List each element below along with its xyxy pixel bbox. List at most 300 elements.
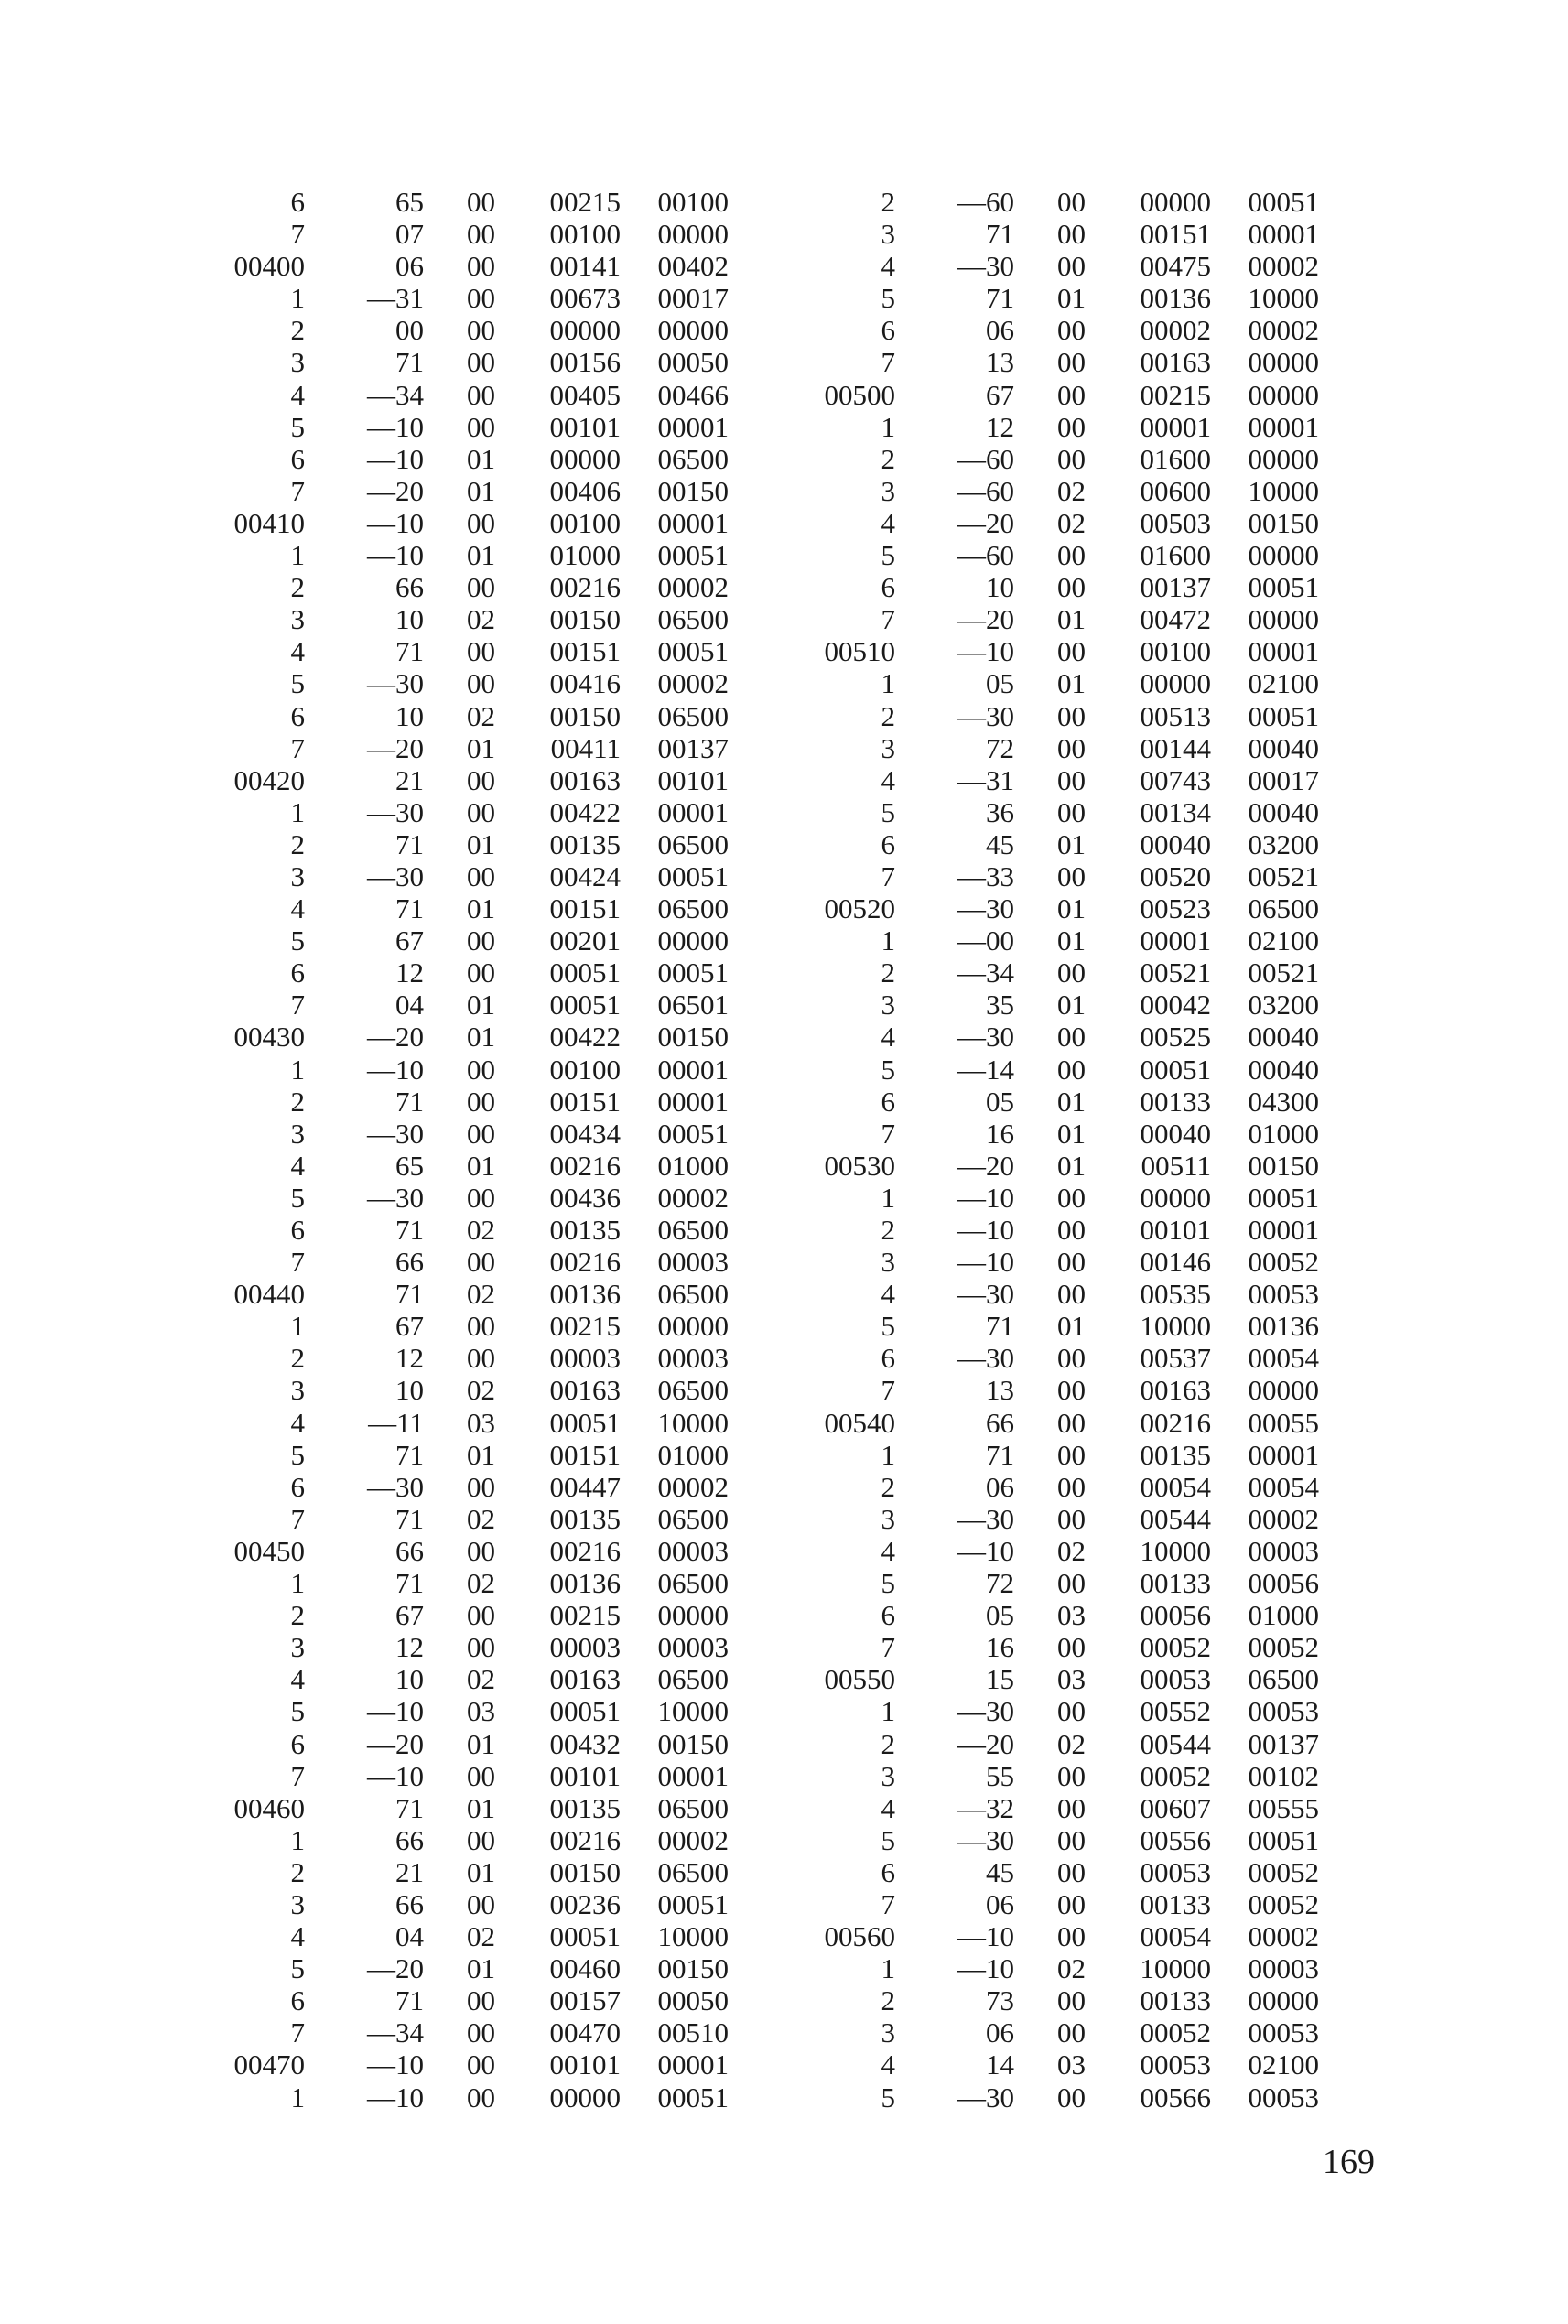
modifier-cell: 02: [1057, 1534, 1086, 1567]
operand-b-cell: 10000: [657, 1920, 729, 1953]
address-cell: 4: [881, 506, 895, 539]
opcode-cell: 36: [986, 795, 1014, 828]
code-line: [197, 1631, 729, 1663]
modifier-cell: 00: [1057, 1470, 1086, 1503]
operand-b-cell: 00002: [1248, 1920, 1319, 1953]
modifier-cell: 00: [1057, 1374, 1086, 1407]
operand-a-cell: 00544: [1140, 1502, 1211, 1535]
opcode-cell: 10: [986, 571, 1014, 604]
code-line: [787, 1824, 1319, 1856]
code-line: [787, 1439, 1319, 1471]
modifier-cell: 00: [1057, 763, 1086, 796]
operand-b-cell: 00001: [1248, 410, 1319, 443]
operand-b-cell: 00050: [657, 1984, 729, 2017]
code-line: [787, 1086, 1319, 1118]
modifier-cell: 00: [467, 1246, 495, 1279]
modifier-cell: 02: [467, 1920, 495, 1953]
opcode-cell: 06: [395, 250, 424, 283]
operand-b-cell: 00001: [1248, 218, 1319, 251]
operand-a-cell: 00157: [549, 1984, 621, 2017]
opcode-cell: 71: [395, 892, 424, 925]
code-line: [197, 1567, 729, 1599]
operand-a-cell: 00511: [1141, 1149, 1211, 1182]
operand-b-cell: 00051: [1248, 571, 1319, 604]
operand-a-cell: 01000: [549, 539, 621, 572]
code-line: [787, 764, 1319, 796]
operand-a-cell: 00133: [1140, 1984, 1211, 2017]
modifier-cell: 00: [467, 1085, 495, 1118]
modifier-cell: 02: [467, 1278, 495, 1311]
operand-b-cell: 06500: [1248, 1663, 1319, 1696]
opcode-cell: —10: [367, 506, 424, 539]
opcode-cell: 71: [395, 1791, 424, 1824]
operand-b-cell: 00053: [1248, 1695, 1319, 1728]
opcode-cell: 71: [986, 1310, 1014, 1343]
code-line: [197, 1374, 729, 1406]
code-line: [787, 1631, 1319, 1663]
modifier-cell: 02: [467, 1502, 495, 1535]
address-cell: 7: [881, 1887, 895, 1920]
address-cell: 1: [290, 1567, 305, 1600]
operand-b-cell: 06500: [657, 827, 729, 860]
address-cell: 3: [290, 1117, 305, 1150]
operand-b-cell: 00150: [657, 1727, 729, 1760]
modifier-cell: 00: [1057, 314, 1086, 347]
operand-a-cell: 00216: [549, 1823, 621, 1856]
opcode-cell: —10: [367, 1695, 424, 1728]
opcode-cell: 45: [986, 1855, 1014, 1888]
code-line: [197, 1118, 729, 1150]
address-cell: 00520: [824, 892, 895, 925]
opcode-cell: 71: [395, 1984, 424, 2017]
address-cell: 00450: [233, 1534, 305, 1567]
modifier-cell: 00: [1057, 1823, 1086, 1856]
operand-a-cell: 00405: [549, 378, 621, 411]
operand-a-cell: 00101: [549, 1759, 621, 1792]
address-cell: 4: [881, 1278, 895, 1311]
modifier-cell: 00: [1057, 2016, 1086, 2049]
operand-a-cell: 00051: [549, 957, 621, 989]
code-line: [787, 346, 1319, 378]
modifier-cell: 00: [1057, 218, 1086, 251]
address-cell: 00510: [824, 635, 895, 668]
code-line: [197, 828, 729, 860]
opcode-cell: —60: [957, 539, 1014, 572]
operand-b-cell: 00003: [1248, 1534, 1319, 1567]
address-cell: 2: [290, 1342, 305, 1375]
opcode-cell: 13: [986, 1374, 1014, 1407]
operand-a-cell: 00163: [549, 1663, 621, 1696]
address-cell: 5: [290, 1181, 305, 1214]
opcode-cell: —20: [367, 474, 424, 507]
operand-a-cell: 00422: [549, 795, 621, 828]
opcode-cell: —10: [957, 1920, 1014, 1953]
operand-a-cell: 00003: [549, 1342, 621, 1375]
code-line: [197, 1503, 729, 1535]
modifier-cell: 00: [467, 2048, 495, 2081]
address-cell: 4: [290, 635, 305, 668]
modifier-cell: 01: [467, 1727, 495, 1760]
operand-b-cell: 06500: [657, 603, 729, 636]
modifier-cell: 01: [1057, 667, 1086, 700]
opcode-cell: 05: [986, 1085, 1014, 1118]
code-line: [197, 1952, 729, 1984]
address-cell: 1: [881, 410, 895, 443]
address-cell: 00500: [824, 378, 895, 411]
address-cell: 00460: [233, 1791, 305, 1824]
code-line: [197, 1439, 729, 1471]
address-cell: 7: [881, 346, 895, 379]
operand-b-cell: 00002: [657, 571, 729, 604]
operand-b-cell: 00101: [657, 763, 729, 796]
opcode-cell: —20: [367, 1727, 424, 1760]
code-line: [787, 1278, 1319, 1310]
operand-b-cell: 00051: [657, 2081, 729, 2113]
operand-a-cell: 00743: [1140, 763, 1211, 796]
modifier-cell: 01: [467, 442, 495, 475]
operand-a-cell: 00001: [1140, 924, 1211, 957]
code-line: [197, 1342, 729, 1374]
modifier-cell: 00: [1057, 1759, 1086, 1792]
code-line: [787, 1695, 1319, 1727]
address-cell: 2: [881, 1984, 895, 2017]
operand-b-cell: 06500: [657, 892, 729, 925]
operand-a-cell: 00137: [1140, 571, 1211, 604]
operand-b-cell: 01000: [657, 1438, 729, 1471]
address-cell: 2: [881, 1470, 895, 1503]
opcode-cell: 16: [986, 1117, 1014, 1150]
code-line: [787, 1021, 1319, 1053]
modifier-cell: 00: [1057, 250, 1086, 283]
modifier-cell: 02: [467, 1214, 495, 1246]
code-line: [197, 635, 729, 667]
operand-b-cell: 06500: [657, 1502, 729, 1535]
operand-b-cell: 00054: [1248, 1342, 1319, 1375]
operand-a-cell: 00052: [1140, 1759, 1211, 1792]
modifier-cell: 02: [1057, 1727, 1086, 1760]
operand-b-cell: 06500: [657, 1567, 729, 1600]
operand-b-cell: 01000: [1248, 1599, 1319, 1632]
address-cell: 00530: [824, 1149, 895, 1182]
operand-a-cell: 00146: [1140, 1246, 1211, 1279]
address-cell: 6: [290, 1214, 305, 1246]
code-line: [197, 1695, 729, 1727]
opcode-cell: 06: [986, 2016, 1014, 2049]
code-line: [787, 475, 1319, 507]
operand-a-cell: 00607: [1140, 1791, 1211, 1824]
modifier-cell: 03: [467, 1695, 495, 1728]
opcode-cell: 71: [395, 1438, 424, 1471]
address-cell: 2: [290, 571, 305, 604]
modifier-cell: 00: [467, 1599, 495, 1632]
operand-a-cell: 00135: [549, 1502, 621, 1535]
operand-a-cell: 00135: [549, 1791, 621, 1824]
modifier-cell: 00: [467, 314, 495, 347]
code-line: [197, 475, 729, 507]
code-line: [787, 1503, 1319, 1535]
opcode-cell: 10: [395, 699, 424, 732]
modifier-cell: 01: [1057, 1310, 1086, 1343]
operand-b-cell: 00002: [657, 1823, 729, 1856]
address-cell: 00550: [824, 1663, 895, 1696]
opcode-cell: 06: [986, 314, 1014, 347]
operand-b-cell: 03200: [1248, 989, 1319, 1021]
operand-b-cell: 00051: [1248, 1823, 1319, 1856]
modifier-cell: 01: [467, 1791, 495, 1824]
code-line: [787, 282, 1319, 314]
operand-b-cell: 00150: [1248, 506, 1319, 539]
operand-a-cell: 00475: [1140, 250, 1211, 283]
operand-a-cell: 00535: [1140, 1278, 1211, 1311]
opcode-cell: 65: [395, 1149, 424, 1182]
code-line: [197, 1760, 729, 1792]
operand-b-cell: 06500: [1248, 892, 1319, 925]
address-cell: 3: [881, 1246, 895, 1279]
opcode-cell: 12: [395, 1631, 424, 1664]
address-cell: 7: [290, 1502, 305, 1535]
code-line: [787, 924, 1319, 957]
code-line: [197, 603, 729, 635]
address-cell: 7: [881, 603, 895, 636]
address-cell: 1: [290, 2081, 305, 2113]
modifier-cell: 00: [467, 1631, 495, 1664]
modifier-cell: 00: [1057, 1855, 1086, 1888]
operand-b-cell: 00000: [1248, 378, 1319, 411]
opcode-cell: —60: [957, 474, 1014, 507]
code-line: [197, 507, 729, 539]
operand-a-cell: 00051: [549, 1920, 621, 1953]
operand-b-cell: 00040: [1248, 1053, 1319, 1086]
address-cell: 4: [290, 378, 305, 411]
operand-a-cell: 00053: [1140, 2048, 1211, 2081]
address-cell: 6: [290, 1727, 305, 1760]
address-cell: 4: [290, 1663, 305, 1696]
modifier-cell: 00: [467, 1534, 495, 1567]
operand-b-cell: 00000: [657, 1599, 729, 1632]
modifier-cell: 01: [1057, 282, 1086, 315]
modifier-cell: 02: [1057, 1952, 1086, 1985]
address-cell: 6: [881, 1085, 895, 1118]
code-line: [787, 1567, 1319, 1599]
operand-a-cell: 00411: [550, 731, 621, 764]
address-cell: 7: [290, 2016, 305, 2049]
address-cell: 5: [881, 282, 895, 315]
code-line: [197, 1182, 729, 1214]
operand-a-cell: 00001: [1140, 410, 1211, 443]
operand-b-cell: 06500: [657, 1278, 729, 1311]
opcode-cell: —11: [368, 1406, 424, 1439]
opcode-cell: —20: [957, 506, 1014, 539]
operand-b-cell: 00003: [657, 1246, 729, 1279]
operand-b-cell: 00466: [657, 378, 729, 411]
operand-a-cell: 00135: [549, 827, 621, 860]
operand-a-cell: 00673: [549, 282, 621, 315]
operand-a-cell: 00051: [549, 1695, 621, 1728]
operand-a-cell: 10000: [1140, 1952, 1211, 1985]
opcode-cell: —10: [367, 410, 424, 443]
operand-a-cell: 00520: [1140, 859, 1211, 892]
operand-b-cell: 00017: [657, 282, 729, 315]
operand-a-cell: 00040: [1140, 1117, 1211, 1150]
operand-a-cell: 00460: [549, 1952, 621, 1985]
code-line: [787, 539, 1319, 571]
address-cell: 6: [881, 827, 895, 860]
operand-b-cell: 00150: [1248, 1149, 1319, 1182]
operand-a-cell: 00163: [549, 1374, 621, 1407]
operand-a-cell: 00151: [549, 1085, 621, 1118]
operand-b-cell: 00001: [657, 2048, 729, 2081]
modifier-cell: 03: [1057, 1599, 1086, 1632]
address-cell: 7: [290, 989, 305, 1021]
modifier-cell: 03: [1057, 1663, 1086, 1696]
modifier-cell: 00: [467, 1984, 495, 2017]
operand-b-cell: 00102: [1248, 1759, 1319, 1792]
operand-b-cell: 00051: [1248, 1181, 1319, 1214]
operand-b-cell: 06500: [657, 442, 729, 475]
address-cell: 1: [881, 1952, 895, 1985]
operand-b-cell: 00000: [1248, 1984, 1319, 2017]
opcode-cell: —30: [367, 1117, 424, 1150]
modifier-cell: 00: [467, 1342, 495, 1375]
opcode-cell: 00: [395, 314, 424, 347]
operand-a-cell: 00215: [549, 186, 621, 218]
modifier-cell: 01: [1057, 989, 1086, 1021]
code-line: [197, 218, 729, 250]
opcode-cell: 67: [395, 1599, 424, 1632]
address-cell: 7: [881, 1631, 895, 1664]
address-cell: 4: [290, 1920, 305, 1953]
modifier-cell: 01: [1057, 1117, 1086, 1150]
opcode-cell: —20: [367, 1952, 424, 1985]
operand-a-cell: 00134: [1140, 795, 1211, 828]
address-cell: 2: [290, 827, 305, 860]
opcode-cell: 13: [986, 346, 1014, 379]
operand-a-cell: 00003: [549, 1631, 621, 1664]
opcode-cell: —30: [957, 1502, 1014, 1535]
opcode-cell: —10: [367, 2081, 424, 2113]
operand-b-cell: 00003: [657, 1534, 729, 1567]
operand-a-cell: 00406: [549, 474, 621, 507]
code-line: [787, 1984, 1319, 2016]
address-cell: 7: [290, 1759, 305, 1792]
operand-a-cell: 00056: [1140, 1599, 1211, 1632]
operand-b-cell: 00040: [1248, 731, 1319, 764]
modifier-cell: 00: [1057, 795, 1086, 828]
operand-b-cell: 00052: [1248, 1887, 1319, 1920]
operand-b-cell: 00002: [1248, 250, 1319, 283]
modifier-cell: 00: [467, 1181, 495, 1214]
code-line: [197, 1407, 729, 1439]
address-cell: 6: [881, 1599, 895, 1632]
address-cell: 3: [290, 603, 305, 636]
operand-a-cell: 00000: [549, 314, 621, 347]
modifier-cell: 00: [467, 795, 495, 828]
code-line: [787, 443, 1319, 475]
opcode-cell: —30: [957, 1021, 1014, 1054]
address-cell: 3: [881, 1759, 895, 1792]
operand-a-cell: 00447: [549, 1470, 621, 1503]
code-line: [787, 828, 1319, 860]
operand-b-cell: 06500: [657, 1663, 729, 1696]
code-line: [197, 796, 729, 828]
address-cell: 00470: [233, 2048, 305, 2081]
opcode-cell: 65: [395, 186, 424, 218]
address-cell: 1: [290, 1823, 305, 1856]
operand-b-cell: 06500: [657, 1855, 729, 1888]
opcode-cell: 66: [986, 1406, 1014, 1439]
operand-a-cell: 00135: [549, 1214, 621, 1246]
address-cell: 3: [290, 859, 305, 892]
modifier-cell: 00: [1057, 410, 1086, 443]
code-line: [787, 635, 1319, 667]
address-cell: 00400: [233, 250, 305, 283]
code-line: [197, 1246, 729, 1278]
operand-b-cell: 00001: [657, 410, 729, 443]
code-line: [197, 250, 729, 282]
operand-a-cell: 00053: [1140, 1855, 1211, 1888]
operand-a-cell: 00537: [1140, 1342, 1211, 1375]
modifier-cell: 00: [1057, 2081, 1086, 2113]
opcode-cell: 06: [986, 1470, 1014, 1503]
operand-b-cell: 06500: [657, 1791, 729, 1824]
opcode-cell: —32: [957, 1791, 1014, 1824]
opcode-cell: —10: [957, 1952, 1014, 1985]
opcode-cell: —30: [957, 699, 1014, 732]
opcode-cell: —30: [957, 1823, 1014, 1856]
address-cell: 7: [290, 1246, 305, 1279]
opcode-cell: —10: [957, 1214, 1014, 1246]
operand-a-cell: 10000: [1140, 1534, 1211, 1567]
opcode-cell: —60: [957, 442, 1014, 475]
operand-b-cell: 00053: [1248, 2081, 1319, 2113]
opcode-cell: 21: [395, 1855, 424, 1888]
opcode-cell: —14: [957, 1053, 1014, 1086]
opcode-cell: 04: [395, 989, 424, 1021]
address-cell: 6: [290, 1470, 305, 1503]
modifier-cell: 01: [467, 1438, 495, 1471]
address-cell: 7: [881, 1117, 895, 1150]
modifier-cell: 00: [467, 571, 495, 604]
operand-b-cell: 00150: [657, 1021, 729, 1054]
operand-b-cell: 00001: [657, 1759, 729, 1792]
opcode-cell: 21: [395, 763, 424, 796]
address-cell: 5: [290, 1695, 305, 1728]
code-line: [787, 186, 1319, 218]
operand-a-cell: 00100: [549, 1053, 621, 1086]
opcode-cell: 15: [986, 1663, 1014, 1696]
operand-b-cell: 00001: [1248, 1214, 1319, 1246]
operand-b-cell: 00001: [657, 795, 729, 828]
code-line: [197, 1278, 729, 1310]
modifier-cell: 01: [467, 1149, 495, 1182]
code-line: [787, 1182, 1319, 1214]
code-line: [197, 1792, 729, 1824]
code-line: [787, 1214, 1319, 1246]
address-cell: 00430: [233, 1021, 305, 1054]
address-cell: 5: [881, 1310, 895, 1343]
operand-b-cell: 00402: [657, 250, 729, 283]
address-cell: 2: [290, 1085, 305, 1118]
code-line: [197, 1021, 729, 1053]
code-line: [787, 1471, 1319, 1503]
operand-a-cell: 00000: [1140, 186, 1211, 218]
address-cell: 1: [881, 1438, 895, 1471]
opcode-cell: —00: [957, 924, 1014, 957]
opcode-cell: —10: [957, 635, 1014, 668]
modifier-cell: 02: [467, 1567, 495, 1600]
modifier-cell: 00: [467, 1053, 495, 1086]
operand-a-cell: 00053: [1140, 1663, 1211, 1696]
